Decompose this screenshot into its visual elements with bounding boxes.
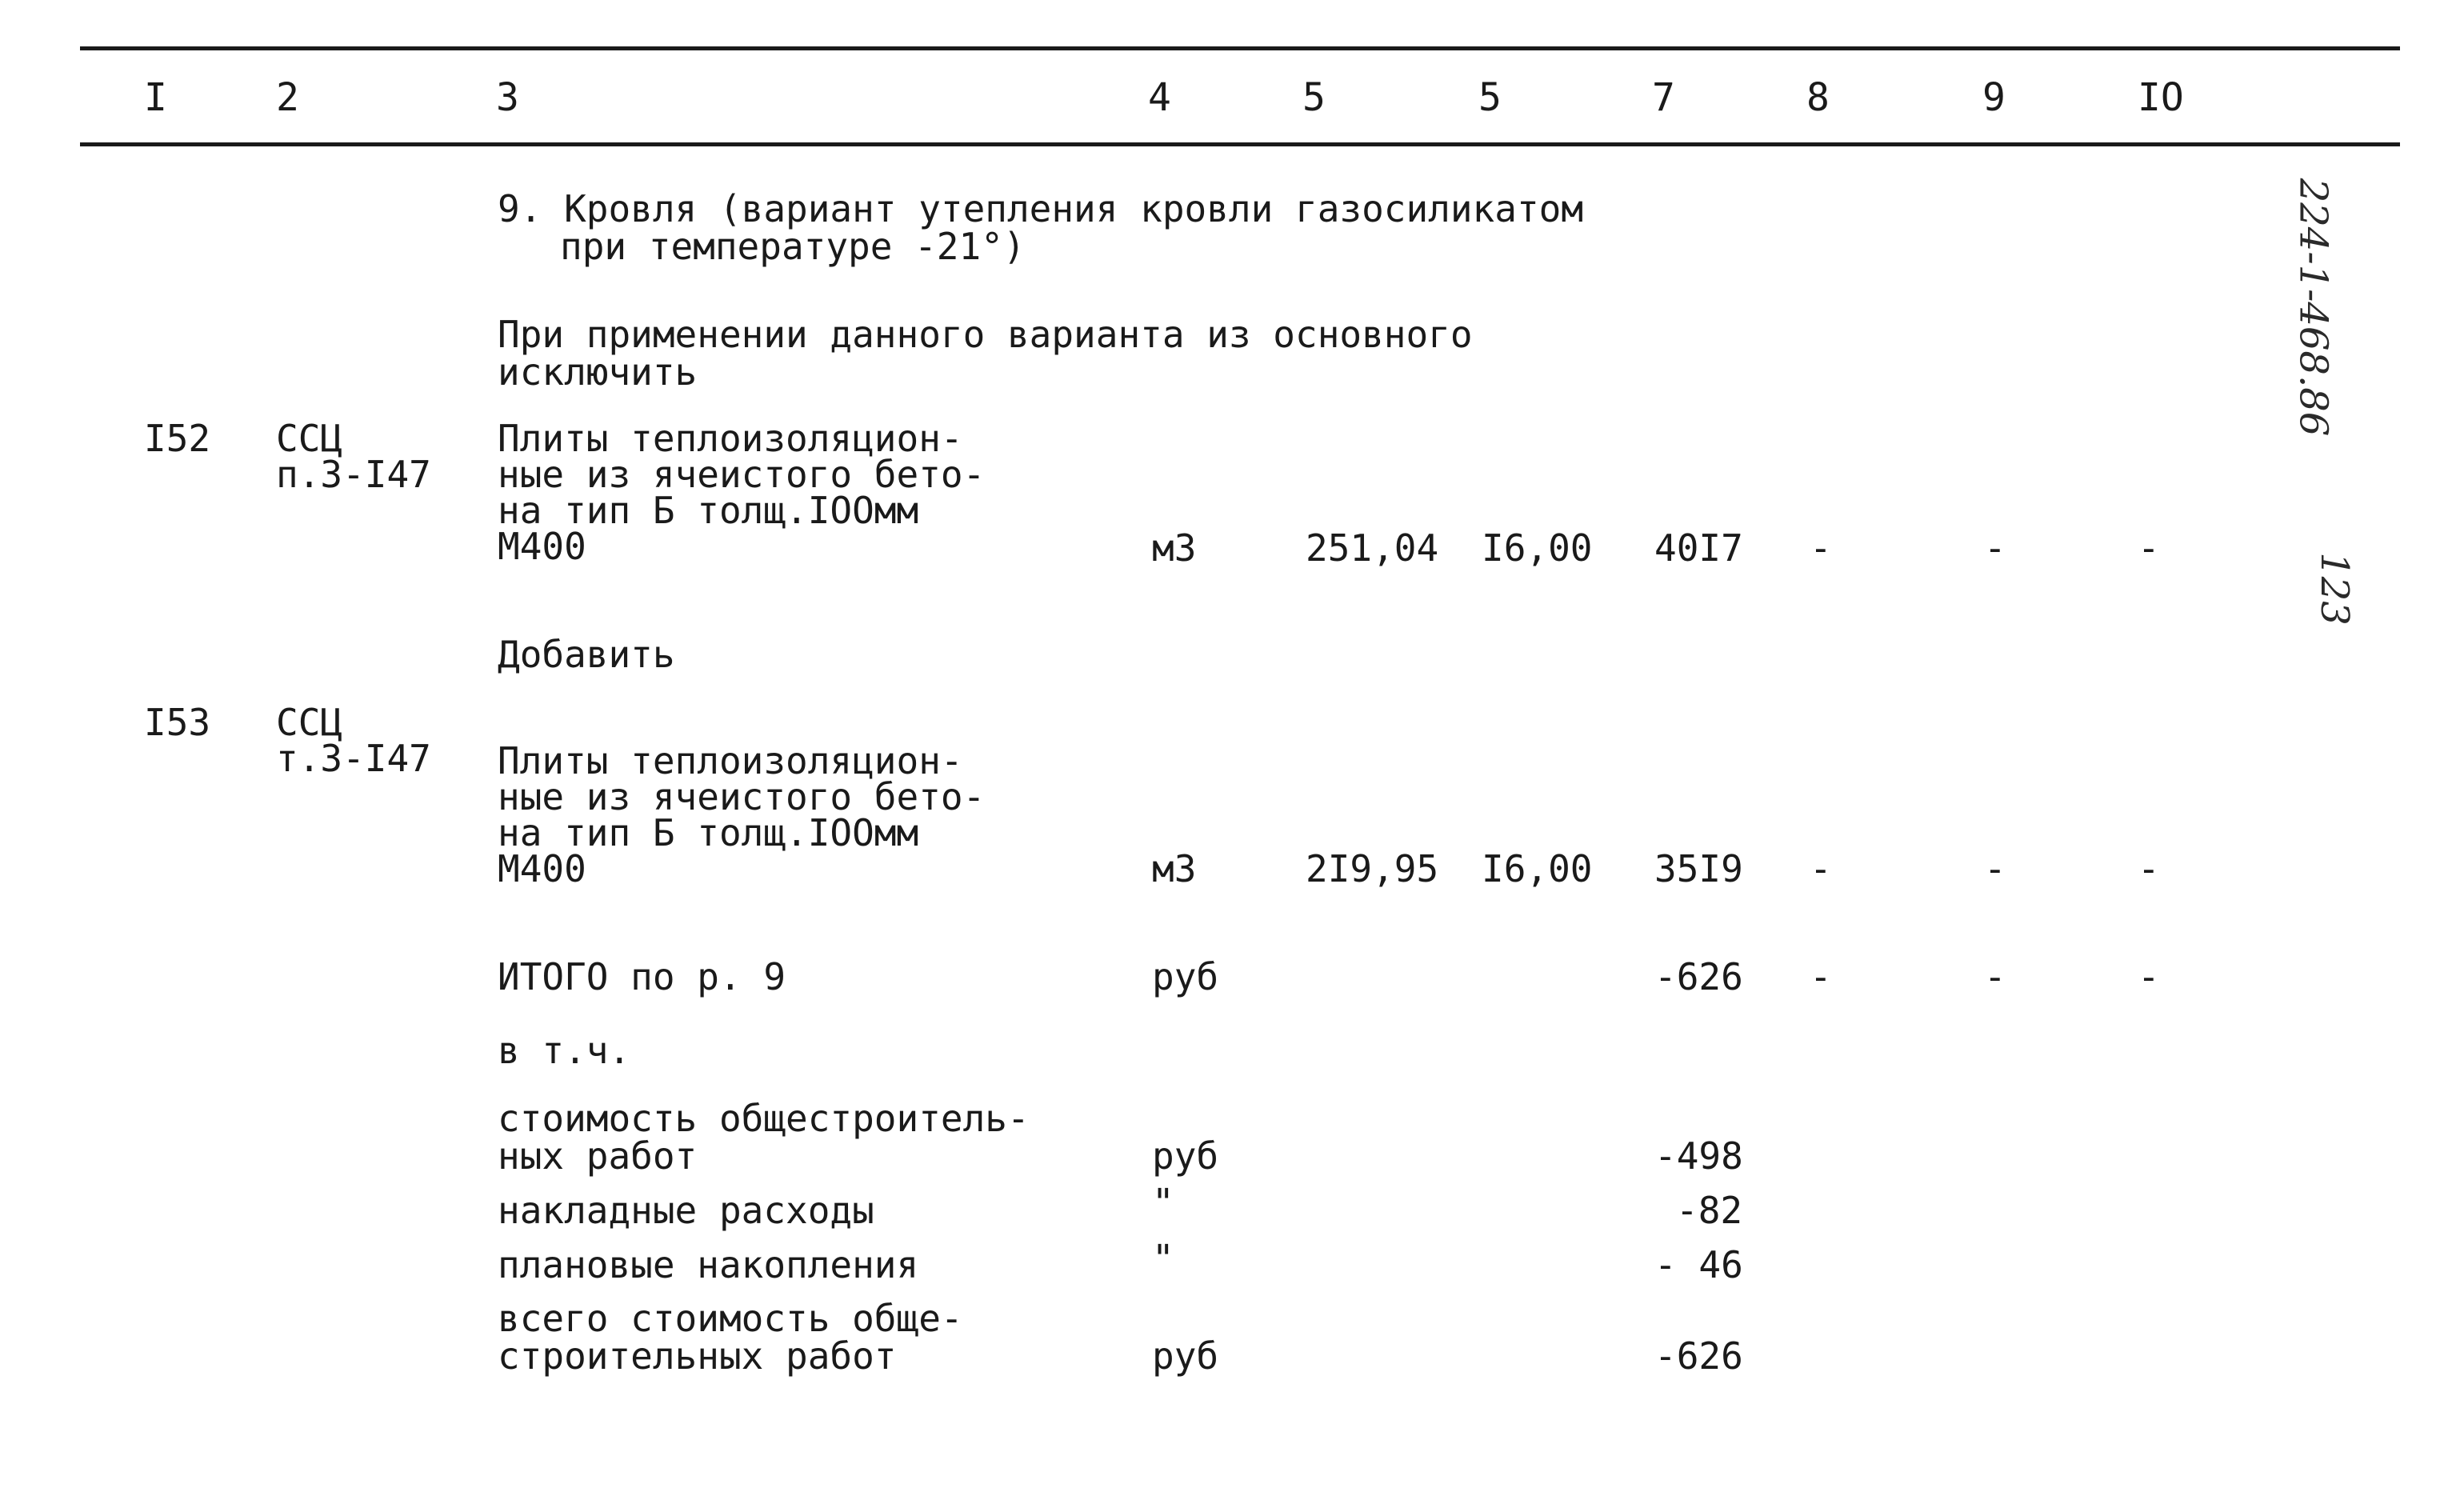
itogo-unit: руб — [1152, 955, 1219, 998]
overhead-label: накладные расходы — [498, 1189, 874, 1232]
row-desc-line1: Плиты теплоизоляцион- — [498, 739, 963, 782]
row-unit: м3 — [1152, 526, 1197, 570]
col-header-1: I — [144, 75, 167, 120]
row-code-line1: ССЦ — [276, 701, 343, 744]
row-unit: м3 — [1152, 847, 1197, 890]
total-works-unit: руб — [1152, 1334, 1219, 1378]
section-title-line2: при температуре -21°) — [560, 225, 1026, 268]
row-code-line1: ССЦ — [276, 417, 343, 460]
itogo-col10: - — [2138, 955, 2160, 998]
document-code-annotation: 224-1-468.86 — [2290, 178, 2336, 437]
general-works-line2: ных работ — [498, 1134, 698, 1178]
row-desc-line4: М400 — [498, 847, 586, 890]
total-works-value: -626 — [1654, 1334, 1743, 1378]
row-price: 2I9,95 — [1306, 847, 1439, 890]
row-col9: - — [1984, 526, 2006, 570]
row-quantity: I6,00 — [1482, 847, 1593, 890]
overhead-value: -82 — [1676, 1189, 1743, 1232]
col-header-2: 2 — [276, 75, 299, 120]
row-total: 40I7 — [1654, 526, 1743, 570]
including-label: в т.ч. — [498, 1029, 631, 1072]
row-col10: - — [2138, 526, 2160, 570]
row-code-line2: п.3-I47 — [276, 453, 431, 496]
header-bottom-rule — [80, 142, 2400, 146]
col-header-3: 3 — [496, 75, 519, 120]
col-header-10: IO — [2138, 75, 2184, 120]
header-top-rule — [80, 46, 2400, 50]
overhead-unit: " — [1152, 1181, 1174, 1224]
row-quantity: I6,00 — [1482, 526, 1593, 570]
row-total: 35I9 — [1654, 847, 1743, 890]
col-header-8: 8 — [1806, 75, 1830, 120]
total-works-line2: строительных работ — [498, 1334, 897, 1378]
row-desc-line2: ные из ячеистого бето- — [498, 453, 986, 496]
row-desc-line4: М400 — [498, 525, 586, 568]
itogo-total: -626 — [1654, 955, 1743, 998]
page-number-annotation: 123 — [2311, 552, 2357, 626]
row-col8: - — [1810, 847, 1832, 890]
add-label: Добавить — [498, 633, 675, 676]
col-header-4: 4 — [1148, 75, 1171, 120]
row-code-line2: т.3-I47 — [276, 737, 431, 780]
row-number: I53 — [144, 701, 211, 744]
profit-label: плановые накопления — [498, 1243, 919, 1286]
profit-unit: " — [1152, 1237, 1174, 1280]
general-works-value: -498 — [1654, 1134, 1743, 1178]
section-note-line1: При применении данного варианта из основного — [498, 313, 1473, 356]
row-desc-line3: на тип Б толщ.IOOмм — [498, 489, 919, 532]
total-works-line1: всего стоимость обще- — [498, 1297, 963, 1340]
row-desc-line1: Плиты теплоизоляцион- — [498, 417, 963, 460]
general-works-unit: руб — [1152, 1134, 1219, 1178]
row-col10: - — [2138, 847, 2160, 890]
col-header-6: 5 — [1478, 75, 1502, 120]
row-col8: - — [1810, 526, 1832, 570]
itogo-label: ИТОГО по р. 9 — [498, 955, 786, 998]
profit-value: - 46 — [1654, 1243, 1743, 1286]
itogo-col8: - — [1810, 955, 1832, 998]
col-header-7: 7 — [1652, 75, 1675, 120]
general-works-line1: стоимость общестроитель- — [498, 1097, 1030, 1140]
col-header-5: 5 — [1302, 75, 1326, 120]
col-header-9: 9 — [1982, 75, 2006, 120]
row-desc-line2: ные из ячеистого бето- — [498, 775, 986, 818]
itogo-col9: - — [1984, 955, 2006, 998]
row-col9: - — [1984, 847, 2006, 890]
section-title-line1: 9. Кровля (вариант утепления кровли газосиликатом — [498, 187, 1584, 230]
row-desc-line3: на тип Б толщ.IOOмм — [498, 811, 919, 854]
section-note-line2: исключить — [498, 350, 698, 394]
row-price: 251,04 — [1306, 526, 1439, 570]
row-number: I52 — [144, 417, 211, 460]
